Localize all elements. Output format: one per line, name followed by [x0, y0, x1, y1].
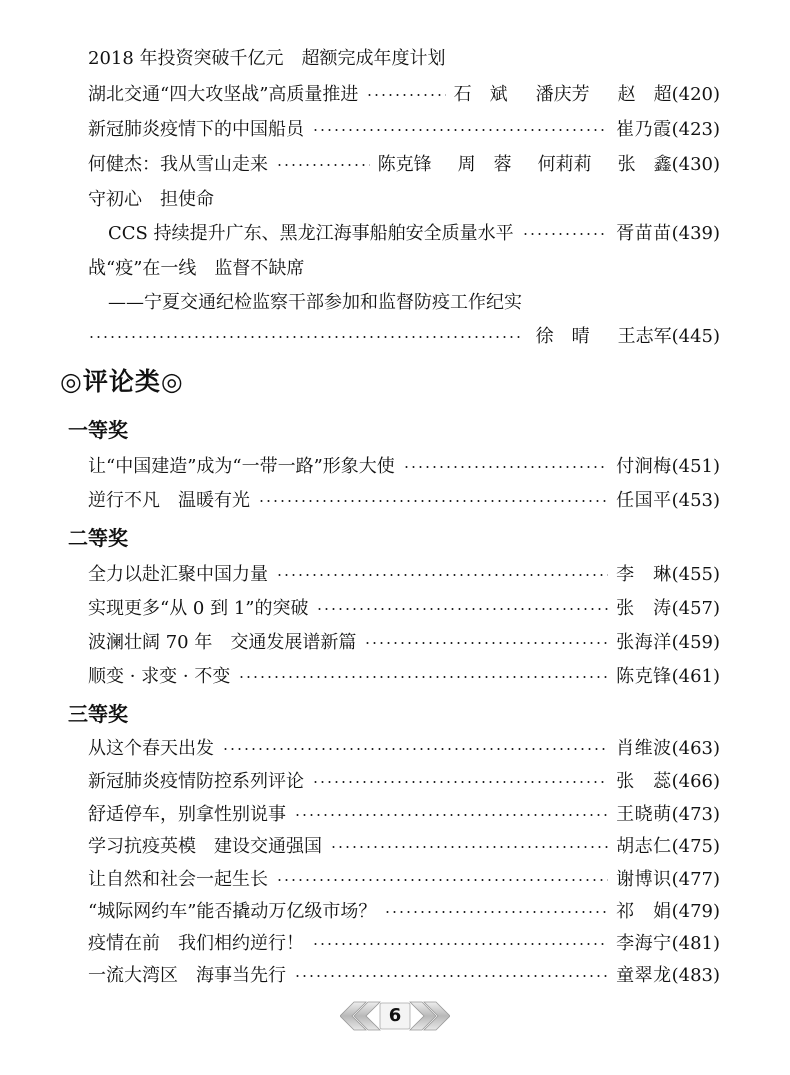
toc-entry — [88, 662, 720, 692]
entry-page: (463) — [671, 738, 720, 759]
entry-author: 谢博识 — [616, 869, 672, 890]
toc-entry — [88, 594, 720, 624]
toc-entry — [108, 219, 720, 249]
entry-title: 舒适停车，别拿性别说事 — [88, 804, 286, 825]
leader-dots — [403, 466, 608, 468]
entry-author: 张海洋 — [616, 632, 672, 653]
entry-author: 李 琳 — [616, 564, 672, 585]
entry-author: 李海宁 — [616, 933, 672, 954]
entry-page: (481) — [671, 933, 720, 954]
entry-author: 张 鑫 — [617, 154, 672, 175]
toc-entry — [88, 486, 720, 516]
entry-title: 守初心 担使命 — [88, 189, 214, 210]
entry-page: (477) — [671, 869, 720, 890]
entry-author: 陈克锋 — [377, 154, 432, 175]
entry-page: (445) — [671, 326, 720, 347]
leader-dots — [366, 94, 445, 96]
toc-entry — [88, 865, 720, 895]
entry-authors — [378, 150, 672, 180]
entry-author: 陈克锋 — [616, 666, 672, 687]
leader-dots — [276, 164, 370, 166]
entry-author: 石 斌 — [453, 84, 508, 105]
entry-page: (423) — [671, 119, 720, 140]
entry-author: 徐 晴 — [535, 326, 590, 347]
entry-page: (451) — [671, 456, 720, 477]
section-heading: ◎评论类◎ — [60, 367, 184, 396]
leader-dots — [88, 336, 524, 338]
leader-dots — [294, 975, 608, 977]
leader-dots — [222, 748, 608, 750]
toc-entry — [88, 115, 720, 145]
entry-author: 崔乃霞 — [616, 119, 672, 140]
toc-entry — [88, 150, 720, 180]
entry-title: 2018 年投资突破千亿元 超额完成年度计划 — [88, 48, 446, 69]
entry-author: 赵 超 — [617, 84, 672, 105]
entry-title: 学习抗疫英模 建设交通强国 — [88, 836, 322, 857]
toc-entry — [88, 961, 720, 991]
entry-title: 疫情在前 我们相约逆行！ — [88, 933, 304, 954]
entry-title: 实现更多“从 0 到 1”的突破 — [88, 598, 309, 619]
entry-title: 湖北交通“四大攻坚战”高质量推进 — [88, 84, 359, 105]
toc-entry — [88, 254, 720, 284]
toc-entry — [88, 322, 720, 352]
entry-page: (420) — [671, 84, 720, 105]
entry-title: 何健杰：我从雪山走来 — [88, 154, 268, 175]
page-number-badge — [340, 997, 450, 1035]
entry-page: (459) — [671, 632, 720, 653]
entry-author: 肖维波 — [616, 738, 672, 759]
leader-dots — [384, 911, 608, 913]
toc-entry — [88, 628, 720, 658]
entry-title: 全力以赴汇聚中国力量 — [88, 564, 268, 585]
toc-entry — [88, 929, 720, 959]
leader-dots — [312, 129, 608, 131]
entry-author: 王志军 — [617, 326, 672, 347]
entry-authors — [536, 322, 672, 352]
award-heading-second: 二等奖 — [68, 526, 128, 550]
toc-entry — [88, 560, 720, 590]
toc-entry — [88, 80, 720, 110]
leader-dots — [276, 574, 608, 576]
entry-title: “城际网约车”能否撬动万亿级市场？ — [88, 901, 377, 922]
leader-dots — [294, 814, 608, 816]
entry-page: (453) — [671, 490, 720, 511]
entry-page: (473) — [671, 804, 720, 825]
entry-title: 让自然和社会一起生长 — [88, 869, 268, 890]
toc-entry — [88, 44, 720, 74]
leader-dots — [364, 642, 608, 644]
entry-author: 祁 娟 — [616, 901, 672, 922]
entry-page: (455) — [671, 564, 720, 585]
entry-title: 逆行不凡 温暖有光 — [88, 490, 250, 511]
entry-page: (461) — [671, 666, 720, 687]
entry-title: 波澜壮阔 70 年 交通发展谱新篇 — [88, 632, 357, 653]
entry-page: (439) — [671, 223, 720, 244]
entry-page: (475) — [671, 836, 720, 857]
page-number: 6 — [388, 1005, 402, 1026]
entry-subtitle: ——宁夏交通纪检监察干部参加和监督防疫工作纪实 — [108, 292, 522, 313]
entry-authors — [454, 80, 672, 110]
entry-author: 胥苗苗 — [616, 223, 672, 244]
leader-dots — [522, 233, 608, 235]
entry-author: 付涧梅 — [616, 456, 672, 477]
entry-author: 王晓萌 — [616, 804, 672, 825]
leader-dots — [312, 781, 608, 783]
entry-title: 战“疫”在一线 监督不缺席 — [88, 258, 305, 279]
entry-page: (479) — [671, 901, 720, 922]
toc-entry — [88, 185, 720, 215]
toc-entry-subtitle — [108, 288, 720, 318]
toc-entry — [88, 767, 720, 797]
toc-entry — [88, 897, 720, 927]
entry-title: 让“中国建造”成为“一带一路”形象大使 — [88, 456, 395, 477]
leader-dots — [330, 846, 608, 848]
entry-title: 顺变 · 求变 · 不变 — [88, 666, 231, 687]
entry-author: 张 涛 — [616, 598, 672, 619]
leader-dots — [276, 879, 608, 881]
toc-entry — [88, 734, 720, 764]
toc-entry — [88, 452, 720, 482]
entry-author: 胡志仁 — [616, 836, 672, 857]
entry-page: (430) — [671, 154, 720, 175]
toc-entry — [88, 832, 720, 862]
entry-title: 新冠肺炎疫情防控系列评论 — [88, 771, 304, 792]
award-heading-first: 一等奖 — [68, 418, 128, 442]
leader-dots — [258, 500, 608, 502]
leader-dots — [312, 943, 608, 945]
entry-page: (457) — [671, 598, 720, 619]
entry-title: CCS 持续提升广东、黑龙江海事船舶安全质量水平 — [108, 223, 514, 244]
entry-author: 张 蕊 — [616, 771, 672, 792]
entry-page: (483) — [671, 965, 720, 986]
award-heading-third: 三等奖 — [68, 702, 128, 726]
entry-author: 周 蓉 — [457, 154, 512, 175]
leader-dots — [316, 608, 608, 610]
entry-author: 潘庆芳 — [535, 84, 590, 105]
toc-entry — [88, 800, 720, 830]
entry-page: (466) — [671, 771, 720, 792]
entry-author: 任国平 — [616, 490, 672, 511]
entry-title: 一流大湾区 海事当先行 — [88, 965, 286, 986]
entry-title: 从这个春天出发 — [88, 738, 214, 759]
entry-author: 童翠龙 — [616, 965, 672, 986]
entry-title: 新冠肺炎疫情下的中国船员 — [88, 119, 304, 140]
entry-author: 何莉莉 — [537, 154, 592, 175]
leader-dots — [238, 676, 608, 678]
